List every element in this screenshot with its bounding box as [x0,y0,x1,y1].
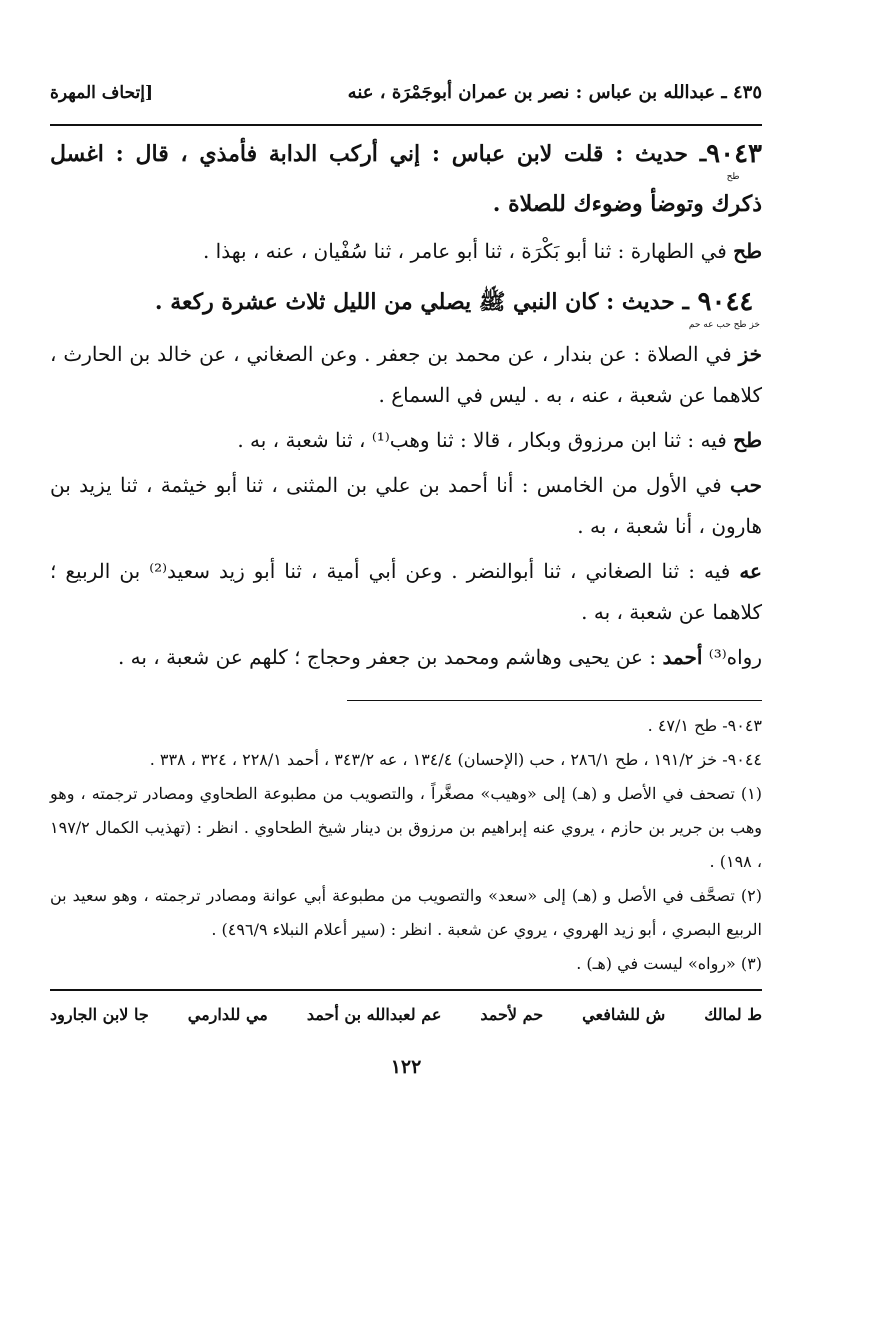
chain-text: فيه : ثنا ابن مرزوق وبكار ، قالا : ثنا وهب⁽¹⁾ ، ثنا شعبة ، به . [237,428,734,452]
chain-text: في الأول من الخامس : أنا أحمد بن علي بن المثنى ، ثنا أبو خيثمة ، ثنا يزيد بن هارون ، أنا شعبة ، به . [50,473,762,538]
chain-paragraph [50,334,762,416]
chain-text: في الصلاة : عن بندار ، عن محمد بن جعفر . وعن الصغاني ، عن خالد بن الحارث ، كلاهما عن شعبة ، عنه ، به . ليس في السماع . [50,342,762,407]
chain-text: فيه : ثنا الصغاني ، ثنا أبوالنضر . وعن أبي أمية ، ثنا أبو زيد سعيد⁽²⁾ بن الربيع ؛ كلاهما عن شعبة ، به . [50,559,762,624]
hadith-9044 [50,280,762,330]
footnote-rule [347,700,762,701]
source-sigla: حب [729,473,762,497]
legend-item: مي للدارمي [187,1005,268,1024]
chain-paragraph [50,231,762,272]
header-title: ٤٣٥ ـ عبدالله بن عباس : نصر بن عمران أبوجَمْرَة ، عنه [347,82,762,103]
hadith-number: ٩٠٤٤ [697,287,754,317]
chain-prefix: رواه⁽³⁾ [702,645,762,669]
legend-item: عم لعبدالله بن أحمد [306,1005,442,1024]
chain-paragraph [50,551,762,633]
hadith-text: ـ حديث : كان النبي ﷺ يصلي من الليل ثلاث عشرة ركعة . [154,289,689,315]
legend-item: ش للشافعي [582,1005,666,1024]
hadith-number: ٩٠٤٣ [706,139,762,169]
source-sigla: طح [733,428,762,452]
footnote-reference: ٩٠٤٤- خز ١٩١/٢ ، طح ٢٨٦/١ ، حب (الإحسان) ١٣٤/٤ ، عه ٣٤٣/٢ ، أحمد ٢٢٨/١ ، ٣٢٤ ، ٣٣٨ . [149,750,762,769]
hadith-sigla: خز طح حب عه حم [688,320,760,330]
source-sigla: أحمد [662,645,703,669]
source-sigla: خز [738,342,762,366]
footer-rule [50,989,762,991]
legend-item: جا لابن الجارود [50,1005,149,1024]
running-header [50,82,762,116]
source-sigla: طح [733,239,762,263]
hadith-sigla: طح [726,172,740,182]
legend-item: حم لأحمد [480,1005,544,1024]
legend-item: ط لمالك [704,1005,762,1024]
footnote: (٢) تصحَّف في الأصل و (هـ) إلى «سعد» والتصويب من مطبوعة أبي عوانة ومصادر ترجمته ، وهو سعيد بن الربيع البصري ، أبو زيد الهروي ، يروي عن شعبة . انظر : (سير أعلام النبلاء ٤٩٦/٩) . [50,886,763,939]
footnote: (٣) «رواه» ليست في (هـ) . [576,954,762,973]
chain-text: في الطهارة : ثنا أبو بَكْرَة ، ثنا أبو عامر ، ثنا سُفْيان ، عنه ، بهذا . [202,239,734,263]
sigla-legend [50,1005,762,1024]
footnote: (١) تصحف في الأصل و (هـ) إلى «وهيب» مصغَّراً ، والتصويب من مطبوعة الطحاوي ومصادر ترجمته ، وهو وهب بن جرير بن حازم ، يروي عنه إبراهيم بن مرزوق بن دينار شيخ الطحاوي . انظر : (تهذيب الكمال ١٩٧/٢ ، ١٩٨) . [50,784,763,871]
header-rule [50,124,762,126]
chain-paragraph [50,637,762,678]
chain-text: : عن يحيى وهاشم ومحمد بن جعفر وحجاج ؛ كلهم عن شعبة ، به . [117,645,663,669]
chain-paragraph [50,465,762,547]
source-sigla: عه [739,559,762,583]
hadith-9043 [50,132,762,227]
page-number: ١٢٢ [390,1056,422,1078]
chain-paragraph [50,420,762,461]
page [50,82,762,1078]
hadith-text: ـ حديث : قلت لابن عباس : إني أركب الدابة فأمذي ، قال : اغسل ذكرك وتوضأ وضوءك للصلاة . [50,141,762,217]
footnote-reference: ٩٠٤٣- طح ٤٧/١ . [647,716,762,735]
header-book-title: [إتحاف المهرة [50,83,154,103]
